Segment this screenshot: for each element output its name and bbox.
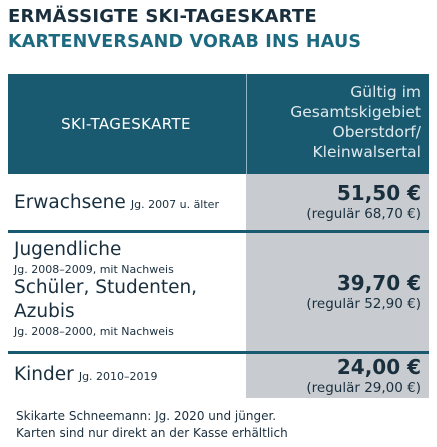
validity-line: Oberstdorf/ — [332, 123, 421, 141]
table-row-adults — [8, 174, 429, 230]
column-header-validity — [246, 74, 429, 174]
category-note: Jg. 2007 u. älter — [130, 198, 219, 211]
price-cell — [246, 174, 429, 230]
validity-line: Kleinwalsertal — [312, 143, 421, 161]
regular-price: (regulär 52,90 €) — [306, 296, 421, 312]
category-cell — [8, 174, 244, 230]
price-table — [8, 74, 429, 398]
page-title: ERMÄSSIGTE SKI-TAGESKARTE — [8, 6, 317, 27]
category-label: Schüler, Studenten, — [14, 277, 198, 298]
price-cell — [246, 354, 429, 398]
price-value: 51,50 € — [336, 181, 421, 205]
price-cell — [246, 233, 429, 351]
page-subtitle: KARTENVERSAND VORAB INS HAUS — [8, 32, 362, 52]
category-cell — [8, 354, 244, 398]
footnote: Karten sind nur direkt an der Kasse erhältlich — [16, 426, 288, 440]
category-label: Kinder — [14, 364, 74, 385]
category-label: Erwachsene — [14, 192, 126, 213]
price-value: 39,70 € — [336, 271, 421, 295]
category-note: Jg. 2010–2019 — [78, 370, 158, 383]
validity-line: Gültig im — [350, 83, 421, 101]
category-line — [14, 364, 158, 385]
regular-price: (regulär 29,00 €) — [306, 380, 421, 396]
regular-price: (regulär 68,70 €) — [306, 206, 421, 222]
category-label: Azubis — [14, 301, 75, 322]
column-header-ticket: SKI-TAGESKARTE — [61, 115, 191, 133]
footnote: Skikarte Schneemann: Jg. 2020 und jünger. — [16, 409, 277, 423]
category-label: Jugendliche — [14, 239, 122, 260]
category-line — [14, 192, 219, 213]
category-note: Jg. 2008–2009, mit Nachweis — [14, 263, 174, 276]
category-note: Jg. 2008–2000, mit Nachweis — [14, 325, 174, 338]
table-header — [8, 74, 429, 174]
price-value: 24,00 € — [336, 355, 421, 379]
table-row-youth — [8, 233, 429, 351]
validity-line: Gesamtskigebiet — [290, 103, 421, 121]
table-row-children — [8, 354, 429, 398]
category-cell — [8, 233, 244, 351]
